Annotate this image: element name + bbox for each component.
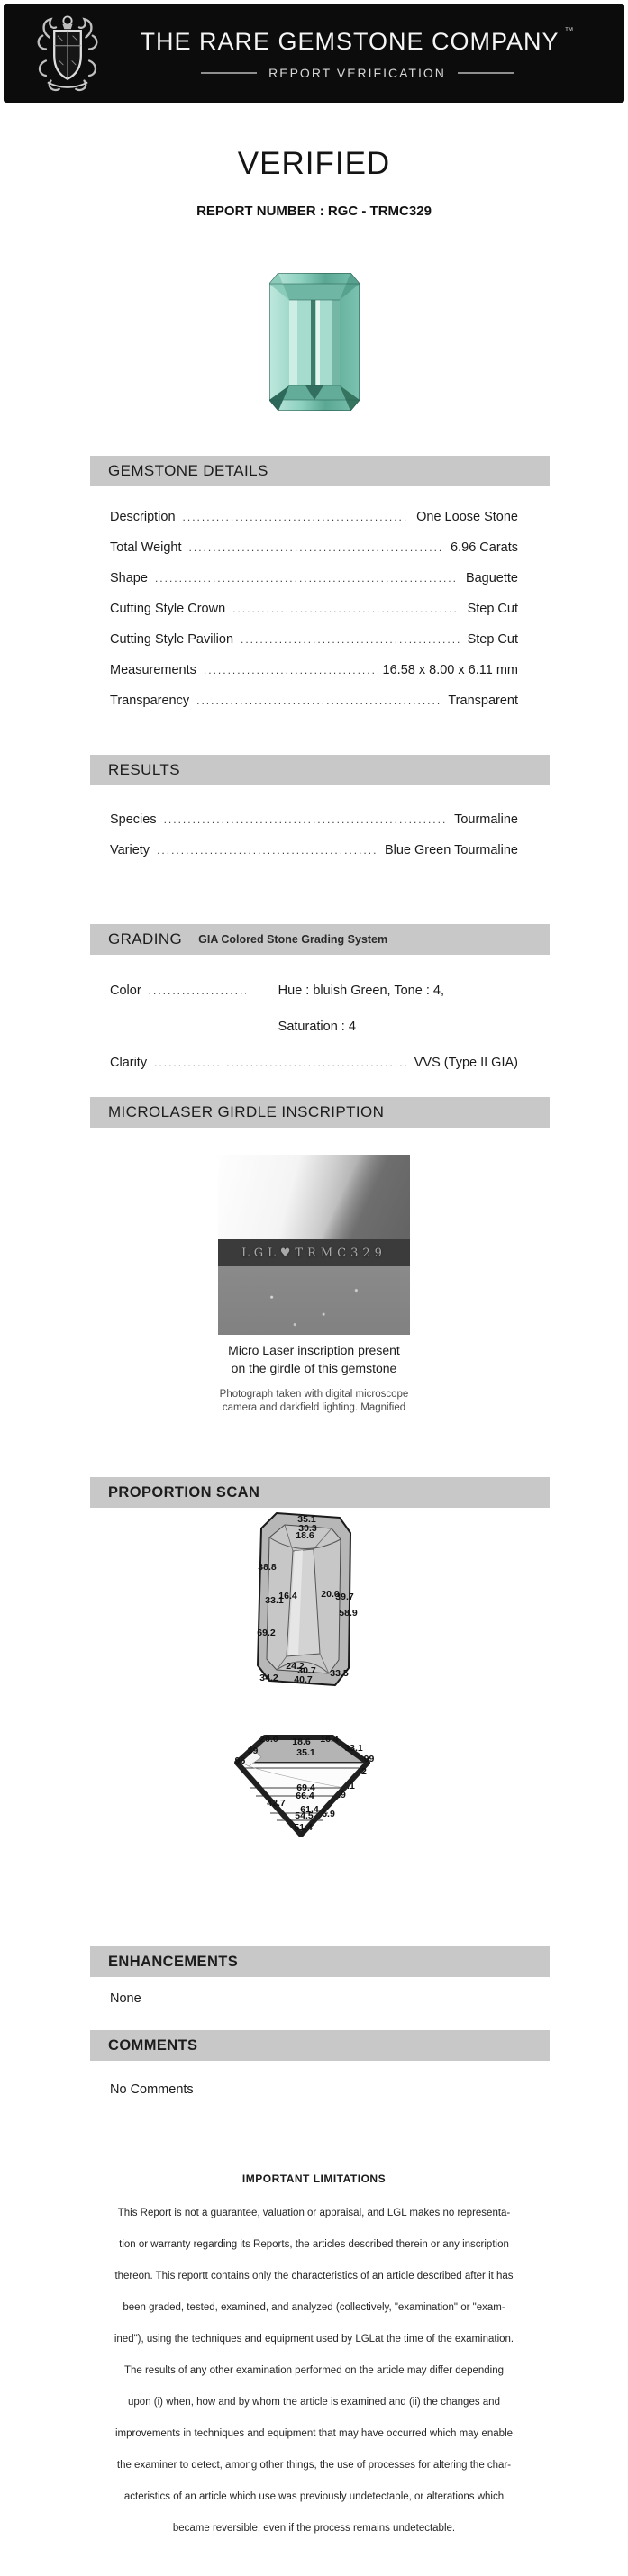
report-verification-banner	[90, 66, 624, 80]
section-comments	[90, 2030, 550, 2099]
limitations-line: The results of any other examination performed on the article may differ depending	[123, 2365, 505, 2376]
spec-value-line: Hue : bluish Green, Tone : 4,	[278, 984, 444, 998]
measurement-label: 24.2	[286, 1661, 305, 1672]
measurement-label: 66.4	[296, 1791, 314, 1801]
measurement-label: 33.5	[330, 1668, 349, 1679]
measurement-label: 38.8	[258, 1562, 277, 1573]
spec-value-line: Saturation : 4	[278, 1020, 356, 1034]
spec-value	[253, 973, 518, 1045]
section-title-inscription: MICROLASER GIRDLE INSCRIPTION	[90, 1097, 550, 1128]
section-title-results: RESULTS	[90, 755, 550, 785]
measurement-label: 30.3	[298, 1523, 317, 1534]
measurement-label: 61.4	[300, 1804, 319, 1815]
section-results	[90, 755, 550, 874]
section-grading	[90, 924, 550, 1081]
spec-label: Variety	[110, 843, 150, 857]
spec-value: Step Cut	[467, 632, 518, 647]
measurement-label: 30.7	[297, 1665, 316, 1676]
measurement-label: 34.2	[259, 1673, 278, 1683]
dot-leader	[157, 844, 378, 857]
girdle-band	[218, 1239, 410, 1266]
spec-label: Shape	[110, 571, 148, 585]
dot-leader	[154, 1045, 407, 1081]
enhancements-value: None	[110, 1991, 141, 2006]
company-name	[90, 26, 624, 56]
spec-label: Total Weight	[110, 540, 182, 555]
section-title-gemstone-details: GEMSTONE DETAILS	[90, 456, 550, 486]
limitations-line: tion or warranty regarding its Reports, the articles described therein or any inscription	[119, 2239, 509, 2250]
section-gemstone-details	[90, 456, 550, 724]
limitations-title: IMPORTANT LIMITATIONS	[241, 2172, 387, 2185]
limitations-line: became reversible, even if the process remains undetectable.	[172, 2523, 456, 2534]
limitations-line: the examiner to detect, among other things, the use of processes for altering the char-	[116, 2460, 512, 2471]
spec-value: Step Cut	[467, 602, 518, 616]
laser-inscription-text: LGL♥TRMC329	[241, 1246, 387, 1260]
measurement-label: .9	[338, 1790, 346, 1800]
limitations-block	[0, 2172, 628, 2544]
inscription-caption	[0, 1342, 628, 1377]
report-number: REPORT NUMBER : RGC - TRMC329	[196, 204, 432, 219]
spec-row	[110, 632, 518, 663]
limitations-line: improvements in techniques and equipment that may have occurred which may enable	[114, 2428, 514, 2439]
spec-row	[110, 973, 518, 1045]
dot-leader	[183, 511, 410, 523]
verified-status: VERIFIED	[237, 146, 391, 181]
photo-dark-corner	[295, 1155, 410, 1239]
section-inscription	[90, 1097, 550, 1128]
proportion-profile-view	[211, 1734, 418, 1860]
measurement-label: 96	[234, 1755, 246, 1766]
results-rows	[90, 785, 550, 874]
comments-value: No Comments	[110, 2082, 194, 2097]
caption-line-2: on the girdle of this gemstone	[231, 1360, 397, 1375]
gemstone-photo	[269, 273, 360, 411]
spec-value: Blue Green Tourmaline	[384, 843, 518, 857]
measurement-label: .1	[347, 1781, 355, 1791]
spec-value: One Loose Stone	[416, 510, 518, 524]
limitations-line: upon (i) when, how and by whom the article is examined and (ii) the changes and	[128, 2397, 500, 2408]
photo-lower-region	[218, 1266, 410, 1335]
photo-note	[0, 1388, 628, 1415]
limitations-line: This Report is not a guarantee, valuation or appraisal, and LGL makes no representa-	[117, 2208, 511, 2218]
decorative-line-left	[201, 72, 257, 74]
measurement-label: 16.4	[278, 1591, 297, 1601]
spec-row	[110, 694, 518, 724]
spec-row	[110, 843, 518, 874]
measurement-label: 40.7	[294, 1674, 313, 1685]
grading-rows	[90, 955, 550, 1081]
section-title-grading	[90, 924, 550, 955]
note-line-1: Photograph taken with digital microscope	[219, 1389, 409, 1400]
measurement-label: 69.4	[296, 1782, 315, 1793]
section-proportion-scan	[90, 1477, 550, 1508]
section-title-enhancements: ENHANCEMENTS	[90, 1946, 550, 1977]
decorative-line-right	[458, 72, 514, 74]
gemstone-image	[269, 273, 360, 411]
measurement-label: 58.9	[339, 1608, 358, 1619]
company-crest-icon	[34, 11, 101, 97]
grading-title-text: GRADING	[108, 930, 183, 948]
measurement-label: 35.1	[296, 1747, 315, 1758]
measurement-label: 42.7	[267, 1798, 286, 1809]
dot-leader	[196, 694, 441, 707]
measurement-label: 6.9	[322, 1809, 335, 1819]
limitations-line: acteristics of an article which use was previously undetectable, or alterations which	[123, 2491, 505, 2502]
dot-leader	[164, 813, 447, 826]
spec-label: Measurements	[110, 663, 196, 677]
spec-row	[110, 1045, 518, 1081]
spec-value: VVS (Type II GIA)	[414, 1056, 518, 1070]
limitations-line: thereon. This reportt contains only the characteristics of an article described after it has	[114, 2271, 514, 2281]
spec-value: 16.58 x 8.00 x 6.11 mm	[382, 663, 518, 677]
measurement-label: 20.0	[321, 1589, 340, 1600]
spec-label: Clarity	[110, 1056, 148, 1070]
limitations-text	[0, 2198, 628, 2544]
measurement-label: 39	[247, 1746, 259, 1756]
caption-line-1: Micro Laser inscription present	[228, 1343, 400, 1357]
spec-row	[110, 510, 518, 540]
section-enhancements	[90, 1946, 550, 2008]
top-view-drawing	[215, 1510, 414, 1729]
spec-label: Cutting Style Crown	[110, 602, 226, 616]
measurement-label: 51.4	[294, 1822, 313, 1833]
measurement-label: 99	[363, 1754, 375, 1764]
spec-row	[110, 571, 518, 602]
spec-value: Transparent	[448, 694, 518, 708]
header	[4, 4, 624, 103]
spec-row	[110, 812, 518, 843]
spec-label: Cutting Style Pavilion	[110, 632, 234, 647]
section-title-comments: COMMENTS	[90, 2030, 550, 2061]
dot-leader	[149, 973, 246, 1009]
report-page	[0, 4, 628, 2544]
spec-row	[110, 540, 518, 571]
spec-row	[110, 602, 518, 632]
measurement-label: 33.1	[265, 1595, 284, 1606]
spec-label: Description	[110, 510, 176, 524]
section-title-proportion-scan: PROPORTION SCAN	[90, 1477, 550, 1508]
limitations-line: been graded, tested, examined, and analyzed (collectively, "examination" or "exam-	[123, 2302, 505, 2313]
measurement-label: 20.0	[259, 1734, 278, 1745]
dot-leader	[189, 541, 444, 554]
company-name-text: THE RARE GEMSTONE COMPANY	[140, 28, 560, 55]
report-verification-label: REPORT VERIFICATION	[268, 66, 446, 80]
dot-leader	[204, 664, 376, 676]
inscription-photo	[218, 1155, 410, 1335]
spec-label: Transparency	[110, 694, 190, 708]
measurement-label: 18.6	[296, 1530, 314, 1541]
dot-leader	[232, 603, 460, 615]
spec-label: Species	[110, 812, 157, 827]
dot-leader	[241, 633, 460, 646]
spec-value: 6.96 Carats	[451, 540, 518, 555]
measurement-label: 35.1	[297, 1514, 316, 1525]
measurement-label: 33.1	[344, 1743, 363, 1754]
measurement-label: 16.4	[320, 1734, 339, 1745]
trademark-mark: ™	[564, 26, 575, 36]
limitations-line: ined"), using the techniques and equipment used by LGLat the time of the examination.	[114, 2334, 514, 2345]
dot-leader	[155, 572, 459, 585]
spec-value: Tourmaline	[454, 812, 518, 827]
grading-subtitle-text: GIA Colored Stone Grading System	[198, 933, 388, 946]
proportion-top-view	[215, 1510, 414, 1729]
measurement-label: 69.2	[257, 1628, 276, 1638]
measurement-label: .2	[359, 1766, 367, 1777]
measurement-label: 18.6	[292, 1737, 311, 1747]
gemstone-details-rows	[90, 486, 550, 724]
spec-value: Baguette	[465, 571, 518, 585]
spec-row	[110, 663, 518, 694]
note-line-2: camera and darkfield lighting. Magnified	[222, 1402, 406, 1413]
spec-label: Color	[110, 984, 141, 998]
measurement-label: 39.7	[335, 1592, 354, 1602]
measurement-label: 54.5	[295, 1810, 314, 1821]
